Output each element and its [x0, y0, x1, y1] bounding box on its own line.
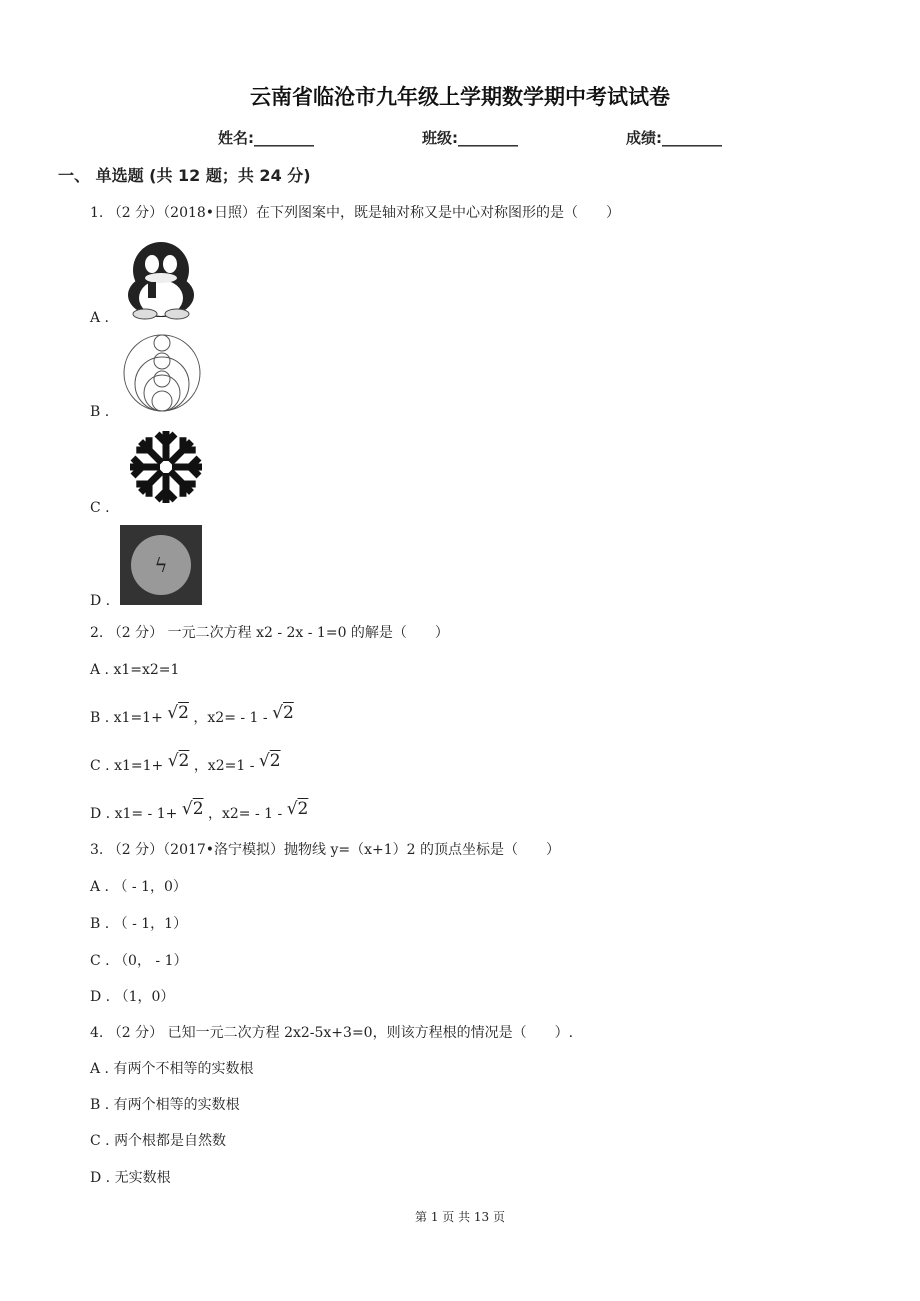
- q3-option-c: C . （0， - 1）: [90, 953, 188, 969]
- page-title: 云南省临沧市九年级上学期数学期中考试试卷: [250, 85, 670, 109]
- q1-option-d: D .: [90, 593, 111, 609]
- question-2: 2. （2 分） 一元二次方程 x2 - 2x - 1=0 的解是（ ）: [90, 625, 449, 641]
- q2-option-d: D . x1= - 1+ √2 ，x2= - 1 - √2: [90, 799, 309, 822]
- q2-option-c: C . x1=1+ √2 ，x2=1 - √2: [90, 751, 281, 774]
- q2-option-a: A . x1=x2=1: [90, 662, 180, 678]
- q4-option-c: C . 两个根都是自然数: [90, 1133, 227, 1149]
- q1-option-a: A .: [90, 310, 110, 326]
- q3-option-b: B . （ - 1，1）: [90, 916, 188, 932]
- question-4: 4. （2 分） 已知一元二次方程 2x2-5x+3=0，则该方程根的情况是（ ）.: [90, 1025, 574, 1041]
- svg-text:ϟ: ϟ: [154, 553, 168, 577]
- page-footer: 第 1 页 共 13 页: [415, 1210, 505, 1224]
- section-heading: 一、 单选题 (共 12 题；共 24 分): [58, 166, 311, 185]
- q4-option-b: B . 有两个相等的实数根: [90, 1097, 240, 1113]
- class-field: 班级:________: [422, 129, 518, 147]
- q3-option-a: A . （ - 1，0）: [90, 879, 187, 895]
- circles-image: [120, 333, 205, 413]
- snowflake-image: [120, 428, 212, 506]
- penguin-image: [120, 240, 202, 320]
- score-field: 成绩:________: [626, 129, 722, 147]
- q1-option-c: C .: [90, 500, 110, 516]
- q3-option-d: D . （1，0）: [90, 989, 175, 1005]
- q1-option-b: B .: [90, 404, 110, 420]
- q4-option-d: D . 无实数根: [90, 1170, 171, 1186]
- q2-option-b: B . x1=1+ √2 ，x2= - 1 - √2: [90, 703, 294, 726]
- q4-option-a: A . 有两个不相等的实数根: [90, 1061, 254, 1077]
- question-1: 1. （2 分）（2018•日照）在下列图案中，既是轴对称又是中心对称图形的是（ ）: [90, 205, 621, 221]
- name-field: 姓名:________: [218, 129, 314, 147]
- question-3: 3. （2 分）（2017•洛宁模拟）抛物线 y=（x+1）2 的顶点坐标是（ ）: [90, 842, 561, 858]
- coin-image: [120, 525, 202, 605]
